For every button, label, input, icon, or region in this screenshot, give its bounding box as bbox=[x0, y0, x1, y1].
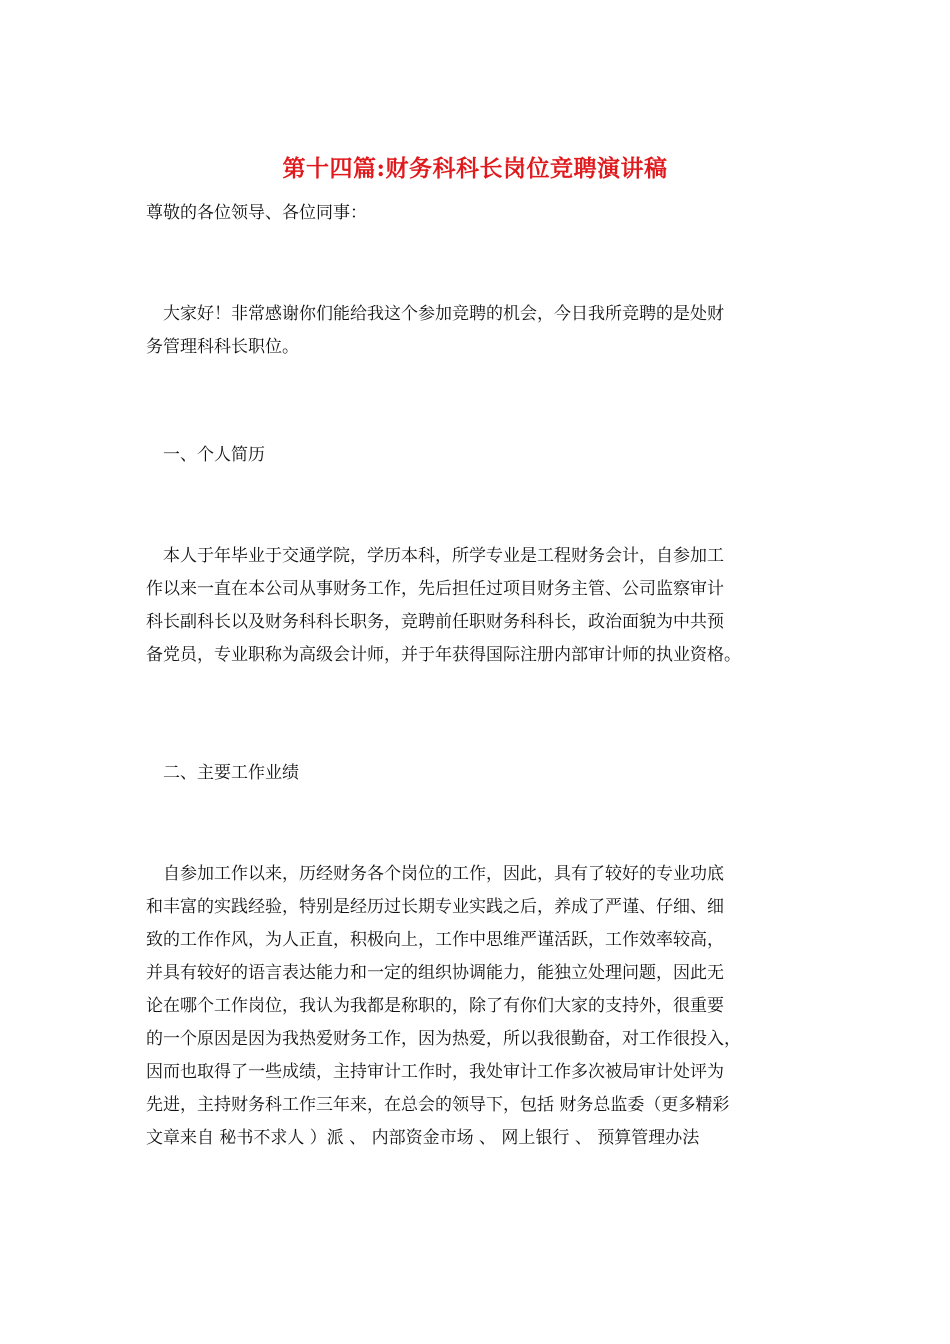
paragraph-line: 致的工作作风，为人正直，积极向上，工作中思维严谨活跃，工作效率较高， bbox=[146, 930, 724, 950]
paragraph-line: 因而也取得了一些成绩，主持审计工作时，我处审计工作多次被局审计处评为 bbox=[146, 1062, 724, 1082]
section-heading: 一、个人简历 bbox=[163, 445, 265, 465]
paragraph-line: 和丰富的实践经验，特别是经历过长期专业实践之后，养成了严谨、仔细、细 bbox=[146, 897, 724, 917]
paragraph-line: 的一个原因是因为我热爱财务工作，因为热爱，所以我很勤奋，对工作很投入， bbox=[146, 1029, 741, 1049]
salutation: 尊敬的各位领导、各位同事： bbox=[146, 203, 367, 223]
paragraph-line: 自参加工作以来，历经财务各个岗位的工作，因此，具有了较好的专业功底 bbox=[163, 864, 724, 884]
paragraph-line: 先进，主持财务科工作三年来，在总会的领导下，包括 财务总监委（更多精彩 bbox=[146, 1095, 730, 1115]
paragraph-line: 本人于年毕业于交通学院，学历本科，所学专业是工程财务会计，自参加工 bbox=[163, 546, 724, 566]
document-title: 第十四篇:财务科科长岗位竞聘演讲稿 bbox=[282, 155, 668, 182]
paragraph-line: 文章来自 秘书不求人 ）派 、 内部资金市场 、 网上银行 、 预算管理办法 bbox=[146, 1128, 700, 1148]
paragraph-line: 论在哪个工作岗位，我认为我都是称职的，除了有你们大家的支持外，很重要 bbox=[146, 996, 724, 1016]
section-heading-resume bbox=[146, 439, 811, 472]
paragraph-resume bbox=[146, 540, 811, 672]
paragraph-line: 大家好！非常感谢你们能给我这个参加竞聘的机会，今日我所竞聘的是处财 bbox=[163, 304, 724, 324]
paragraph-line: 务管理科科长职位。 bbox=[146, 337, 299, 357]
paragraph-line: 备党员，专业职称为高级会计师，并于年获得国际注册内部审计师的执业资格。 bbox=[146, 645, 741, 665]
section-heading-achievements bbox=[146, 757, 811, 790]
paragraph-line: 作以来一直在本公司从事财务工作，先后担任过项目财务主管、公司监察审计 bbox=[146, 579, 724, 599]
paragraph-line: 科长副科长以及财务科科长职务，竞聘前任职财务科科长，政治面貌为中共预 bbox=[146, 612, 724, 632]
paragraph-greeting bbox=[146, 298, 811, 364]
paragraph-achievements bbox=[146, 858, 811, 1155]
paragraph-line: 并具有较好的语言表达能力和一定的组织协调能力，能独立处理问题，因此无 bbox=[146, 963, 724, 983]
section-heading: 二、主要工作业绩 bbox=[163, 763, 299, 783]
